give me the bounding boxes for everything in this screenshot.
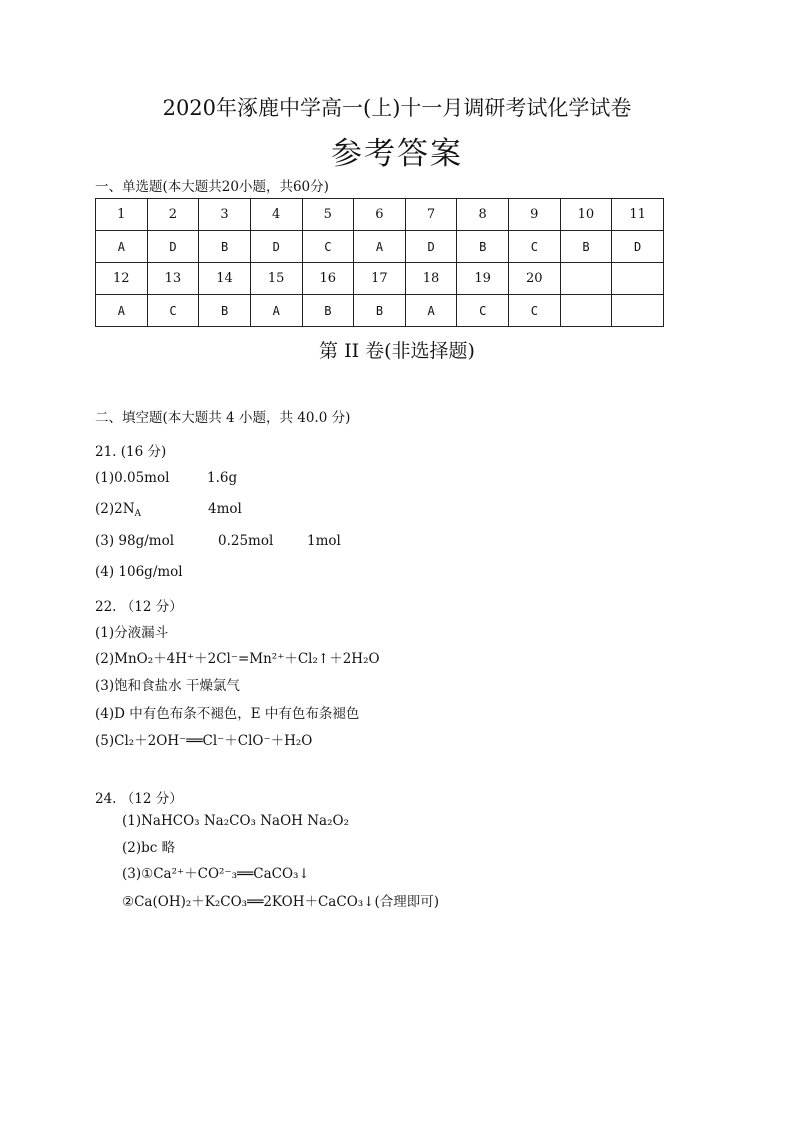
q21-answer-2-sub: A [134,509,142,519]
table-cell: 4 [250,199,302,231]
q21-header: 21. (16 分) [95,444,167,460]
table-cell: A [96,231,148,263]
section2-heading: 二、填空题(本大题共 4 小题，共 40.0 分) [95,410,351,426]
answer-table [95,198,664,327]
table-cell [560,263,612,295]
table-cell: C [302,231,354,263]
q21-answer-1-b: 1.6g [207,470,238,486]
table-cell: 15 [250,263,302,295]
table-cell: B [354,295,406,327]
q22-answer-2: (2)MnO₂＋4H⁺＋2Cl⁻=Mn²⁺＋Cl₂↑＋2H₂O [95,651,380,667]
q24-answer-3: (3)①Ca²⁺＋CO²⁻₃══CaCO₃↓ [122,866,310,882]
section1-heading: 一、单选题(本大题共20小题，共60分) [95,179,329,195]
q22-answer-1: (1)分液漏斗 [95,625,169,641]
q24-answer-4: ②Ca(OH)₂＋K₂CO₃══2KOH＋CaCO₃↓(合理即可) [122,894,440,910]
table-cell: D [250,231,302,263]
table-cell: 16 [302,263,354,295]
table-cell: B [199,295,251,327]
table-cell: 6 [354,199,406,231]
table-row-numbers-2 [96,263,664,295]
table-cell: C [509,295,561,327]
q22-answer-5: (5)Cl₂＋2OH⁻══Cl⁻＋ClO⁻＋H₂O [95,733,313,749]
table-cell: 5 [302,199,354,231]
table-cell: A [250,295,302,327]
document-title: 2020年涿鹿中学高一(上)十一月调研考试化学试卷 [162,96,632,120]
q21-answer-2-b: 4mol [208,501,242,517]
table-cell: A [96,295,148,327]
table-cell: D [405,231,457,263]
q22-answer-3: (3)饱和食盐水 干燥氯气 [95,678,240,694]
table-row-numbers-1 [96,199,664,231]
table-cell: 8 [457,199,509,231]
table-cell [612,295,664,327]
table-cell: C [509,231,561,263]
table-cell: 20 [509,263,561,295]
table-cell: A [354,231,406,263]
table-cell: C [457,295,509,327]
q21-answer-3-c: 1mol [307,533,341,549]
q24-header: 24. （12 分） [95,791,183,807]
q21-answer-4: (4) 106g/mol [95,564,183,580]
table-cell: 7 [405,199,457,231]
part2-heading: 第 II 卷(非选择题) [319,340,475,362]
table-cell: D [147,231,199,263]
table-cell: 11 [612,199,664,231]
table-cell: B [560,231,612,263]
q21-answer-3-a: (3) 98g/mol [95,533,175,549]
q21-answer-2 [95,501,242,519]
q24-answer-2: (2)bc 略 [122,840,176,856]
table-cell: 14 [199,263,251,295]
q24-answer-1: (1)NaHCO₃ Na₂CO₃ NaOH Na₂O₂ [122,813,349,829]
table-cell: 17 [354,263,406,295]
table-cell: A [405,295,457,327]
q21-answer-3 [95,533,341,549]
q22-header: 22. （12 分） [95,599,183,615]
q21-answer-3-b: 0.25mol [218,533,274,549]
table-cell: 1 [96,199,148,231]
q21-answer-1-a: (1)0.05mol [95,470,170,486]
table-cell: 13 [147,263,199,295]
q21-answer-1 [95,470,238,486]
table-cell: 2 [147,199,199,231]
table-cell: 10 [560,199,612,231]
table-cell: 18 [405,263,457,295]
table-cell [560,295,612,327]
table-row-answers-2 [96,295,664,327]
table-cell: D [612,231,664,263]
table-cell: 9 [509,199,561,231]
q22-answer-4: (4)D 中有色布条不褪色，E 中有色布条褪色 [95,706,360,722]
table-row-answers-1 [96,231,664,263]
table-cell: B [199,231,251,263]
table-cell: C [147,295,199,327]
table-cell: 3 [199,199,251,231]
table-cell [612,263,664,295]
table-cell: 19 [457,263,509,295]
document-subtitle: 参考答案 [331,136,463,172]
table-cell: B [457,231,509,263]
table-cell: B [302,295,354,327]
table-cell: 12 [96,263,148,295]
q21-answer-2-a: (2)2N [95,501,135,517]
